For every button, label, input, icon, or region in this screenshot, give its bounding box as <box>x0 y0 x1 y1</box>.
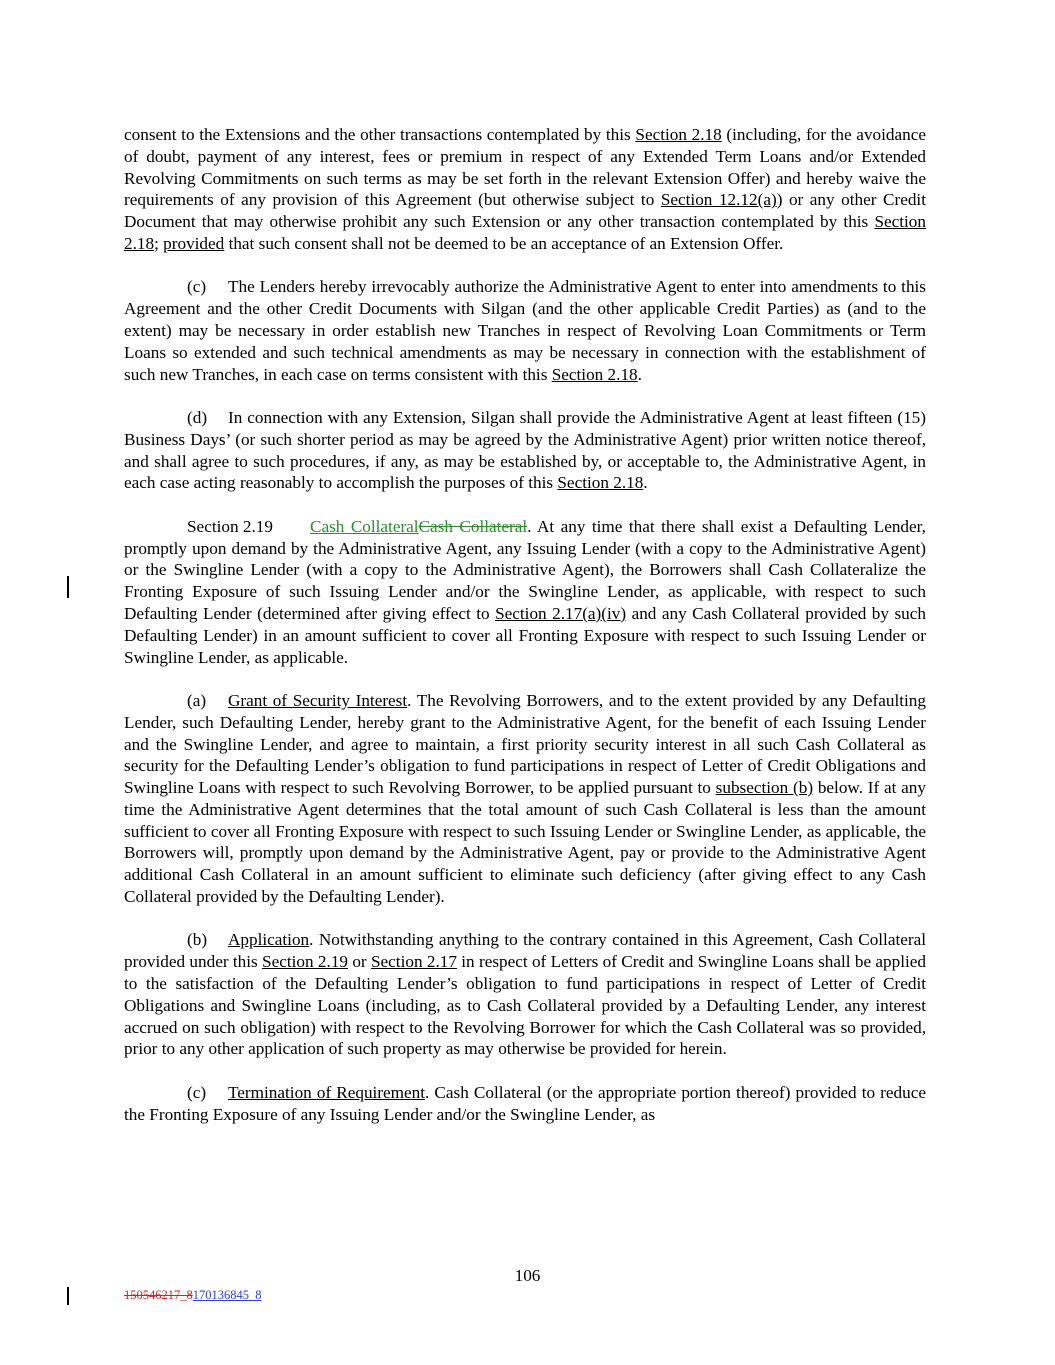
document-id <box>124 1288 262 1303</box>
page-number: 106 <box>514 1266 541 1285</box>
proviso-term: provided <box>163 233 225 253</box>
section-reference: Section 2.18 <box>551 364 638 384</box>
document-id-deleted: 150546217_8 <box>124 1288 193 1302</box>
subsection-reference: subsection (b) <box>715 778 814 798</box>
change-bar-section-219 <box>67 576 69 598</box>
section-2-19-cash-collateral: Section 2.19 Cash CollateralCash Collateral. At any time that there shall exist a Defaulting Lender, promptly upon demand by the Administrative Agent, any Issuing Lender (with a copy to the Administrative Agent) or the Swingline Lender (with a copy to the Administrative Agent), the Borrowers shall Cash Collateralize the Fronting Exposure of such Issuing Lender and/or the Swingline Lender, as applicable, with respect to such Defaulting Lender (determined after giving effect to Section 2.17(a)(iv) and any Cash Collateral provided by such Defaulting Lender) in an amount sufficient to cover all Fronting Exposure with respect to such Issuing Lender or Swingline Lender, as applicable. <box>124 516 926 667</box>
paragraph-label: (c) <box>187 1082 207 1102</box>
paragraph-c-amendments: (c) The Lenders hereby irrevocably authorize the Administrative Agent to enter into amendments to this Agreement and the other Credit Documents with Silgan (and the other applicable Credit Parties) as (and to the extent) may be necessary in order establish new Tranches in respect of Revolving Loan Commitments or Term Loans so extended and such technical amendments as may be necessary in connection with the establishment of such new Tranches, in each case on terms consistent with this Section 2.18. <box>124 277 926 384</box>
paragraph-a-grant-of-security: (a) Grant of Security Interest. The Revolving Borrowers, and to the extent provided by any Defaulting Lender, such Defaulting Lender, hereby grant to the Administrative Agent, for the benefit of each Issuing Lender and the Swingline Lender, and agree to maintain, a first priority security interest in all such Cash Collateral as security for the Defaulting Lender’s obligation to fund participations in respect of Letter of Credit Obligations and Swingline Loans with respect to such Revolving Borrower, to be applied pursuant to subsection (b) below. If at any time the Administrative Agent determines that the total amount of such Cash Collateral is less than the amount sufficient to cover all Fronting Exposure with respect to such Issuing Lender or Swingline Lender, as applicable, the Borrowers will, promptly upon demand by the Administrative Agent, pay or provide to the Administrative Agent additional Cash Collateral in an amount sufficient to eliminate such deficiency (after giving effect to any Cash Collateral provided by the Defaulting Lender). <box>124 690 926 907</box>
paragraph-label: (c) <box>187 277 207 297</box>
section-title-deleted: Cash Collateral <box>418 516 528 536</box>
change-bar-footer <box>67 1287 69 1305</box>
paragraph-heading: Termination of Requirement <box>228 1082 426 1102</box>
section-reference: Section 2.17 <box>370 952 457 972</box>
section-reference: Section 2.18 <box>557 473 644 493</box>
section-reference: Section 2.17(a)(iv) <box>495 603 627 623</box>
section-reference: Section 12.12(a) <box>660 190 777 210</box>
paragraph-c-termination: (c) Termination of Requirement. Cash Collateral (or the appropriate portion thereof) provided to reduce the Fronting Exposure of any Issuing Lender and/or the Swingline Lender, as <box>124 1082 926 1124</box>
section-title-inserted: Cash Collateral <box>310 516 419 536</box>
paragraph-b-application: (b) Application. Notwithstanding anything to the contrary contained in this Agreement, Cash Collateral provided under this Section 2.19 or Section 2.17 in respect of Letters of Credit and Swingline Loans shall be applied to the satisfaction of the Defaulting Lender’s obligation to fund participations in respect of Letter of Credit Obligations and Swingline Loans (including, as to Cash Collateral provided by a Defaulting Lender, any interest accrued on such obligation) with respect to the Revolving Borrower for which the Cash Collateral was so provided, prior to any other application of such property as may otherwise be provided for herein. <box>124 930 926 1059</box>
paragraph-extension-consent: consent to the Extensions and the other transactions contemplated by this Section 2.18 (including, for the avoidance of doubt, payment of any interest, fees or premium in respect of any Extended Term Loans and/or Extended Revolving Commitments on such terms as may be set forth in the relevant Extension Offer) and hereby waive the requirements of any provision of this Agreement (but otherwise subject to Section 12.12(a)) or any other Credit Document that may otherwise prohibit any such Extension or any other transaction contemplated by this Section 2.18; provided that such consent shall not be deemed to be an acceptance of an Extension Offer. <box>124 125 926 253</box>
document-id-inserted: 170136845_8 <box>192 1288 262 1302</box>
section-number: Section 2.19 <box>187 516 273 536</box>
section-reference: Section 2.18 <box>635 125 722 144</box>
paragraph-label: (a) <box>187 690 207 710</box>
paragraph-label: (b) <box>187 930 208 950</box>
paragraph-d-notice: (d) In connection with any Extension, Silgan shall provide the Administrative Agent at least fifteen (15) Business Days’ (or such shorter period as may be agreed by the Administrative Agent) prior written notice thereof, and shall agree to such procedures, if any, as may be established by, or acceptable to, the Administrative Agent, in each case acting reasonably to accomplish the purposes of this Section 2.18. <box>124 407 926 493</box>
paragraph-label: (d) <box>187 407 208 427</box>
paragraph-heading: Application <box>228 930 310 950</box>
paragraph-heading: Grant of Security Interest <box>228 690 408 710</box>
section-reference: Section 2.18 <box>124 212 926 253</box>
section-reference: Section 2.19 <box>262 952 349 972</box>
document-page <box>124 124 926 1147</box>
